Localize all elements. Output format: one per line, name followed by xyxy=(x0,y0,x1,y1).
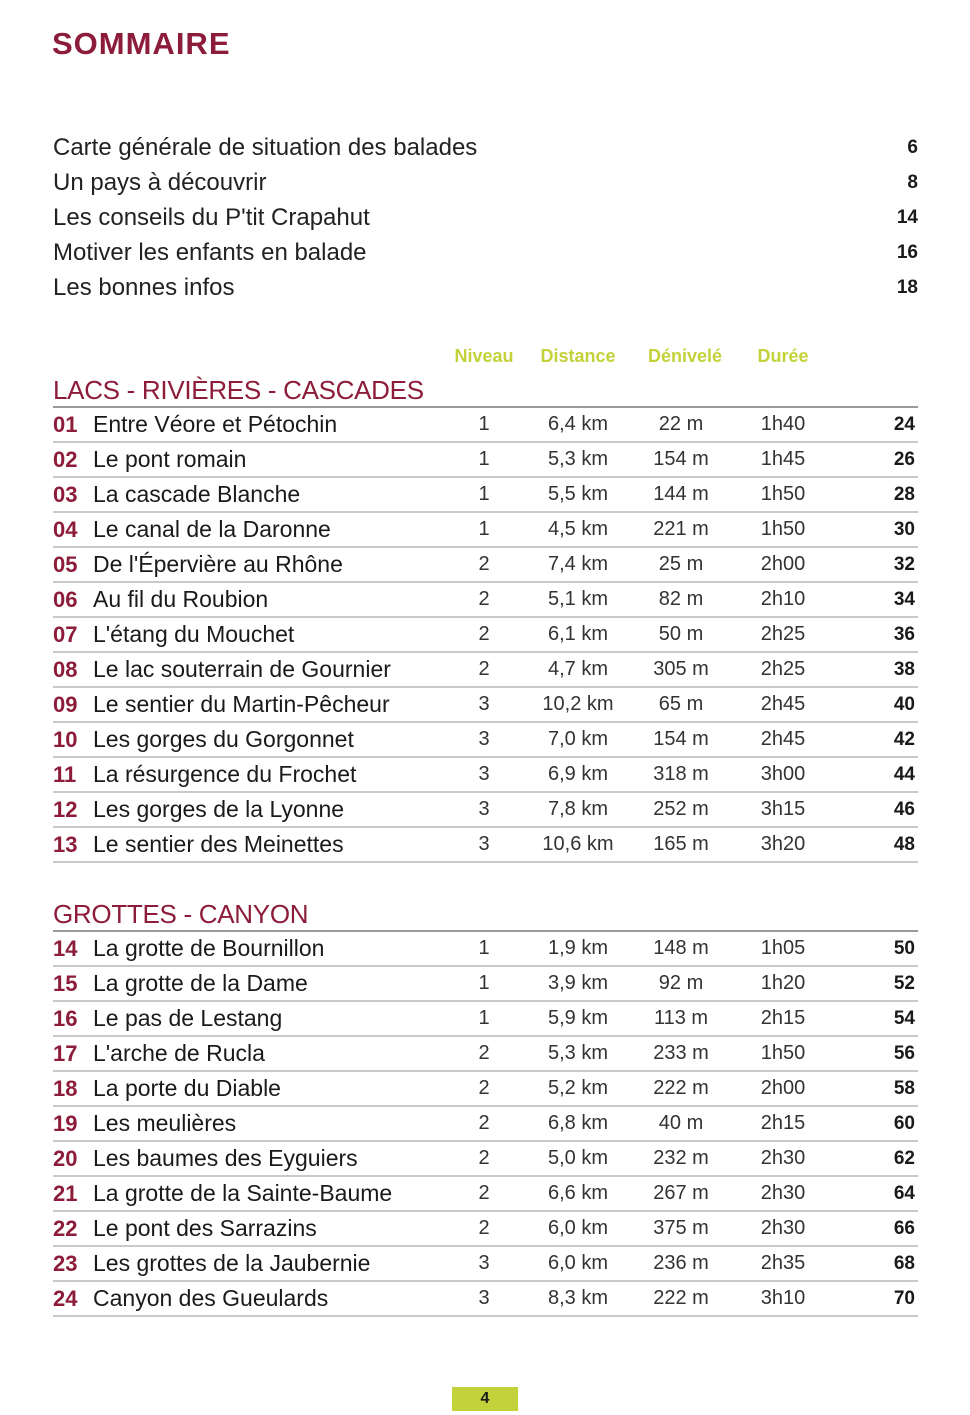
walk-list xyxy=(53,932,918,1317)
walk-name: Les gorges de la Lyonne xyxy=(93,796,345,822)
walk-elevation: 148 m xyxy=(653,937,709,959)
walk-page: 50 xyxy=(893,938,915,959)
walk-row[interactable] xyxy=(53,688,918,723)
walk-row[interactable] xyxy=(53,1037,918,1072)
walk-level: 2 xyxy=(478,588,490,610)
walk-number: 10 xyxy=(53,727,78,752)
walk-page: 52 xyxy=(893,973,915,994)
page-number: 4 xyxy=(452,1387,518,1411)
walk-elevation: 50 m xyxy=(658,623,704,645)
intro-item[interactable] xyxy=(53,165,918,200)
walk-number: 13 xyxy=(53,832,78,857)
walk-name: La grotte de Bournillon xyxy=(93,935,325,961)
walk-number: 11 xyxy=(53,762,77,787)
walk-level: 3 xyxy=(478,798,490,820)
walk-level: 2 xyxy=(478,553,490,575)
walk-duration: 2h30 xyxy=(760,1182,806,1204)
walk-duration: 3h00 xyxy=(760,763,806,785)
intro-item-page: 14 xyxy=(896,206,918,228)
walk-level: 1 xyxy=(478,972,490,994)
intro-item-label: Un pays à découvrir xyxy=(53,168,267,196)
walk-page: 62 xyxy=(893,1148,915,1169)
walk-row[interactable] xyxy=(53,1282,918,1317)
walk-number: 06 xyxy=(53,587,78,612)
column-header-denivele: Dénivelé xyxy=(647,346,723,366)
intro-item-page: 8 xyxy=(907,171,918,193)
walk-level: 3 xyxy=(478,1287,490,1309)
walk-row[interactable] xyxy=(53,932,918,967)
walk-number: 16 xyxy=(53,1006,78,1031)
walk-number: 09 xyxy=(53,692,78,717)
page-title: SOMMAIRE xyxy=(52,26,231,61)
walk-distance: 5,3 km xyxy=(547,448,609,470)
walk-elevation: 267 m xyxy=(653,1182,709,1204)
walk-number: 14 xyxy=(53,936,78,961)
section-title: LACS - RIVIÈRES - CASCADES xyxy=(53,374,918,408)
walk-row[interactable] xyxy=(53,1212,918,1247)
walk-row[interactable] xyxy=(53,513,918,548)
walk-page: 58 xyxy=(893,1078,915,1099)
walk-level: 1 xyxy=(478,448,490,470)
walk-elevation: 82 m xyxy=(658,588,704,610)
walk-duration: 2h10 xyxy=(760,588,806,610)
walk-number: 18 xyxy=(53,1076,78,1101)
walk-elevation: 22 m xyxy=(658,413,704,435)
walk-elevation: 318 m xyxy=(653,763,709,785)
walk-name: Les grottes de la Jaubernie xyxy=(93,1250,371,1276)
walk-number: 24 xyxy=(53,1286,78,1311)
walk-page: 48 xyxy=(893,834,915,855)
walk-level: 2 xyxy=(478,1147,490,1169)
intro-item-page: 16 xyxy=(896,241,918,263)
walk-duration: 1h50 xyxy=(760,1042,806,1064)
walk-number: 23 xyxy=(53,1251,78,1276)
walk-elevation: 65 m xyxy=(658,693,704,715)
walk-elevation: 221 m xyxy=(653,518,709,540)
walk-duration: 2h45 xyxy=(760,693,806,715)
walk-elevation: 113 m xyxy=(653,1007,709,1029)
walk-page: 42 xyxy=(893,729,915,750)
walk-duration: 2h00 xyxy=(760,553,806,575)
intro-item[interactable] xyxy=(53,235,918,270)
walk-elevation: 154 m xyxy=(653,448,709,470)
walk-distance: 7,8 km xyxy=(547,798,609,820)
walk-row[interactable] xyxy=(53,1177,918,1212)
walk-distance: 10,6 km xyxy=(542,833,614,855)
walk-level: 1 xyxy=(478,1007,490,1029)
walk-name: Canyon des Gueulards xyxy=(93,1285,329,1311)
walk-distance: 5,9 km xyxy=(547,1007,609,1029)
walk-distance: 5,0 km xyxy=(547,1147,609,1169)
walk-duration: 2h25 xyxy=(760,658,806,680)
walk-duration: 1h20 xyxy=(760,972,806,994)
intro-item[interactable] xyxy=(53,200,918,235)
walk-name: Entre Véore et Pétochin xyxy=(93,411,338,437)
column-header-niveau: Niveau xyxy=(454,346,514,366)
walk-distance: 10,2 km xyxy=(542,693,614,715)
walk-name: La cascade Blanche xyxy=(93,481,301,507)
walk-level: 2 xyxy=(478,658,490,680)
walk-level: 2 xyxy=(478,623,490,645)
walk-number: 08 xyxy=(53,657,78,682)
walk-page: 32 xyxy=(893,554,915,575)
walk-duration: 2h30 xyxy=(760,1217,806,1239)
walk-elevation: 233 m xyxy=(653,1042,709,1064)
walk-elevation: 154 m xyxy=(653,728,709,750)
walk-row[interactable] xyxy=(53,1002,918,1037)
section-title: GROTTES - CANYON xyxy=(53,898,918,932)
walk-name: La porte du Diable xyxy=(93,1075,281,1101)
walk-number: 05 xyxy=(53,552,78,577)
walk-duration: 2h00 xyxy=(760,1077,806,1099)
walk-number: 03 xyxy=(53,482,78,507)
walk-number: 15 xyxy=(53,971,78,996)
walk-name: Le sentier du Martin-Pêcheur xyxy=(93,691,390,717)
intro-item-page: 6 xyxy=(907,136,918,158)
walk-row[interactable] xyxy=(53,793,918,828)
walk-elevation: 25 m xyxy=(658,553,704,575)
walk-elevation: 165 m xyxy=(653,833,709,855)
walk-name: Les gorges du Gorgonnet xyxy=(93,726,354,752)
walk-row[interactable] xyxy=(53,1072,918,1107)
walk-page: 26 xyxy=(893,449,915,470)
walk-level: 1 xyxy=(478,937,490,959)
walk-level: 3 xyxy=(478,1252,490,1274)
walk-duration: 2h15 xyxy=(760,1112,806,1134)
section-lacs-rivieres-cascades xyxy=(53,374,918,863)
walk-elevation: 222 m xyxy=(653,1287,709,1309)
walk-name: De l'Épervière au Rhône xyxy=(93,551,343,577)
walk-elevation: 144 m xyxy=(653,483,709,505)
walk-row[interactable] xyxy=(53,828,918,863)
walk-page: 56 xyxy=(893,1043,915,1064)
walk-row[interactable] xyxy=(53,1247,918,1282)
intro-item[interactable] xyxy=(53,270,918,305)
walk-page: 40 xyxy=(893,694,915,715)
walk-name: Le lac souterrain de Gournier xyxy=(93,656,391,682)
walk-number: 01 xyxy=(53,412,78,437)
walk-page: 30 xyxy=(893,519,915,540)
walk-row[interactable] xyxy=(53,618,918,653)
walk-duration: 3h15 xyxy=(760,798,806,820)
intro-item[interactable] xyxy=(53,130,918,165)
walk-page: 66 xyxy=(893,1218,915,1239)
walk-duration: 3h10 xyxy=(760,1287,806,1309)
walk-distance: 7,0 km xyxy=(547,728,609,750)
walk-distance: 5,3 km xyxy=(547,1042,609,1064)
walk-number: 21 xyxy=(53,1181,78,1206)
walk-elevation: 40 m xyxy=(658,1112,704,1134)
walk-row[interactable] xyxy=(53,723,918,758)
walk-elevation: 92 m xyxy=(658,972,704,994)
walk-level: 2 xyxy=(478,1077,490,1099)
walk-name: La grotte de la Sainte-Baume xyxy=(93,1180,393,1206)
walk-distance: 4,7 km xyxy=(547,658,609,680)
walk-distance: 6,6 km xyxy=(547,1182,609,1204)
walk-elevation: 252 m xyxy=(653,798,709,820)
walk-distance: 1,9 km xyxy=(547,937,609,959)
walk-page: 44 xyxy=(893,764,915,785)
walk-distance: 7,4 km xyxy=(547,553,609,575)
walk-number: 12 xyxy=(53,797,78,822)
walk-distance: 5,5 km xyxy=(547,483,609,505)
walk-page: 24 xyxy=(893,414,915,435)
walk-elevation: 222 m xyxy=(653,1077,709,1099)
walk-row[interactable] xyxy=(53,967,918,1002)
walk-page: 64 xyxy=(893,1183,915,1204)
intro-item-page: 18 xyxy=(896,276,918,298)
walk-number: 22 xyxy=(53,1216,78,1241)
walk-level: 1 xyxy=(478,483,490,505)
walk-name: L'étang du Mouchet xyxy=(93,621,295,647)
walk-distance: 5,2 km xyxy=(547,1077,609,1099)
walk-duration: 2h15 xyxy=(760,1007,806,1029)
walk-number: 04 xyxy=(53,517,78,542)
walk-list xyxy=(53,408,918,863)
walk-page: 68 xyxy=(893,1253,915,1274)
walk-name: Le pont romain xyxy=(93,446,247,472)
walk-level: 3 xyxy=(478,763,490,785)
walk-page: 70 xyxy=(893,1288,915,1309)
walk-name: Les baumes des Eyguiers xyxy=(93,1145,358,1171)
walk-page: 54 xyxy=(893,1008,915,1029)
walk-page: 36 xyxy=(893,624,915,645)
walk-level: 2 xyxy=(478,1112,490,1134)
walk-name: Le pas de Lestang xyxy=(93,1005,283,1031)
walk-level: 2 xyxy=(478,1182,490,1204)
walk-duration: 2h25 xyxy=(760,623,806,645)
walk-row[interactable] xyxy=(53,408,918,443)
section-grottes-canyon xyxy=(53,898,918,1317)
walk-distance: 6,4 km xyxy=(547,413,609,435)
walk-page: 34 xyxy=(893,589,915,610)
walk-duration: 3h20 xyxy=(760,833,806,855)
walk-distance: 5,1 km xyxy=(547,588,609,610)
column-header-distance: Distance xyxy=(540,346,616,366)
walk-number: 17 xyxy=(53,1041,78,1066)
intro-item-label: Carte générale de situation des balades xyxy=(53,133,478,161)
walk-row[interactable] xyxy=(53,758,918,793)
walk-row[interactable] xyxy=(53,443,918,478)
walk-level: 3 xyxy=(478,728,490,750)
walk-duration: 1h45 xyxy=(760,448,806,470)
walk-elevation: 232 m xyxy=(653,1147,709,1169)
walk-distance: 3,9 km xyxy=(547,972,609,994)
walk-distance: 6,9 km xyxy=(547,763,609,785)
walk-row[interactable] xyxy=(53,653,918,688)
walk-level: 3 xyxy=(478,833,490,855)
walk-name: Au fil du Roubion xyxy=(93,586,269,612)
walk-number: 20 xyxy=(53,1146,78,1171)
walk-duration: 1h40 xyxy=(760,413,806,435)
walk-name: Le sentier des Meinettes xyxy=(93,831,344,857)
walk-duration: 2h30 xyxy=(760,1147,806,1169)
column-headers xyxy=(0,346,970,372)
walk-row[interactable] xyxy=(53,1142,918,1177)
walk-elevation: 236 m xyxy=(653,1252,709,1274)
walk-elevation: 375 m xyxy=(653,1217,709,1239)
walk-page: 38 xyxy=(893,659,915,680)
walk-page: 28 xyxy=(893,484,915,505)
walk-page: 60 xyxy=(893,1113,915,1134)
walk-name: L'arche de Rucla xyxy=(93,1040,265,1066)
walk-distance: 6,0 km xyxy=(547,1252,609,1274)
walk-name: Les meulières xyxy=(93,1110,237,1136)
walk-row[interactable] xyxy=(53,583,918,618)
walk-duration: 2h45 xyxy=(760,728,806,750)
walk-level: 3 xyxy=(478,693,490,715)
walk-row[interactable] xyxy=(53,548,918,583)
walk-elevation: 305 m xyxy=(653,658,709,680)
walk-duration: 1h50 xyxy=(760,483,806,505)
walk-distance: 4,5 km xyxy=(547,518,609,540)
walk-number: 02 xyxy=(53,447,78,472)
intro-item-label: Les conseils du P'tit Crapahut xyxy=(53,203,370,231)
walk-level: 2 xyxy=(478,1042,490,1064)
walk-name: Le pont des Sarrazins xyxy=(93,1215,317,1241)
walk-distance: 6,8 km xyxy=(547,1112,609,1134)
walk-duration: 2h35 xyxy=(760,1252,806,1274)
walk-distance: 6,1 km xyxy=(547,623,609,645)
walk-distance: 8,3 km xyxy=(547,1287,609,1309)
intro-item-label: Motiver les enfants en balade xyxy=(53,238,367,266)
walk-level: 2 xyxy=(478,1217,490,1239)
walk-page: 46 xyxy=(893,799,915,820)
walk-duration: 1h05 xyxy=(760,937,806,959)
walk-row[interactable] xyxy=(53,1107,918,1142)
intro-list xyxy=(53,130,918,305)
walk-name: La grotte de la Dame xyxy=(93,970,308,996)
walk-duration: 1h50 xyxy=(760,518,806,540)
walk-row[interactable] xyxy=(53,478,918,513)
walk-number: 07 xyxy=(53,622,78,647)
walk-name: Le canal de la Daronne xyxy=(93,516,331,542)
walk-name: La résurgence du Frochet xyxy=(93,761,357,787)
walk-level: 1 xyxy=(478,413,490,435)
intro-item-label: Les bonnes infos xyxy=(53,273,235,301)
column-header-duree: Durée xyxy=(757,346,809,366)
walk-distance: 6,0 km xyxy=(547,1217,609,1239)
walk-number: 19 xyxy=(53,1111,78,1136)
walk-level: 1 xyxy=(478,518,490,540)
